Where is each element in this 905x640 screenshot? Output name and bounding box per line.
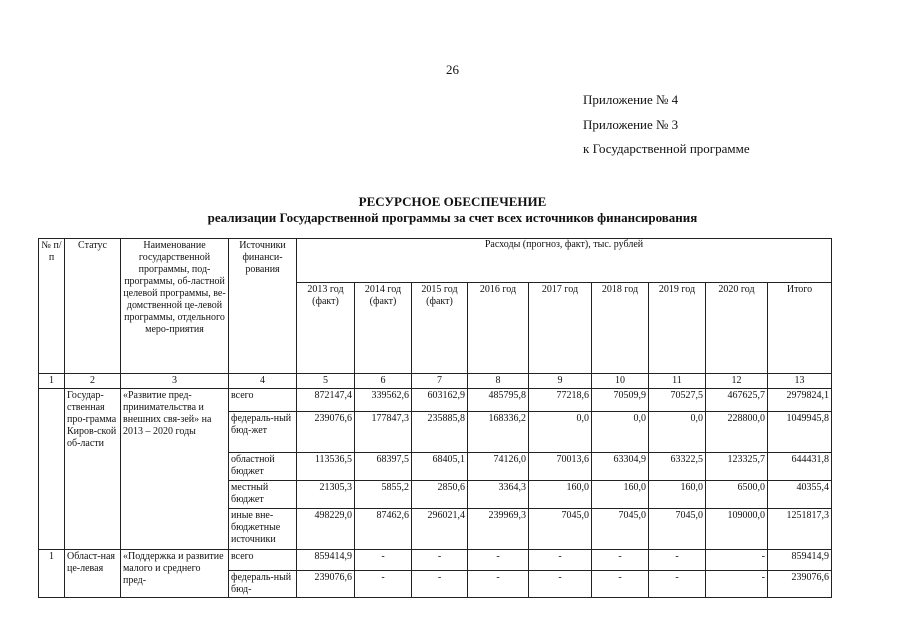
cell-value: 1049945,8 xyxy=(768,412,832,453)
cell-value: 859414,9 xyxy=(297,550,355,571)
column-number: 3 xyxy=(121,374,229,389)
cell-value: - xyxy=(529,550,592,571)
cell-value: 1251817,3 xyxy=(768,509,832,550)
cell-value: 2850,6 xyxy=(412,481,468,509)
cell-value: 123325,7 xyxy=(706,453,768,481)
header-num: № п/п xyxy=(39,239,65,374)
header-year-2020: 2020 год xyxy=(706,282,768,373)
cell-value: 339562,6 xyxy=(355,389,412,412)
header-source: Источники финанси-рования xyxy=(229,239,297,374)
row-name: «Развитие пред-принимательства и внешних свя-зей» на 2013 – 2020 годы xyxy=(121,389,229,550)
column-number: 5 xyxy=(297,374,355,389)
cell-value: 70527,5 xyxy=(649,389,706,412)
cell-value: - xyxy=(355,571,412,598)
appendix-line-1: Приложение № 4 xyxy=(583,92,679,107)
cell-value: 603162,9 xyxy=(412,389,468,412)
cell-value: - xyxy=(468,550,529,571)
table-row xyxy=(39,389,832,412)
header-year-2019: 2019 год xyxy=(649,282,706,373)
header-year-2018: 2018 год xyxy=(592,282,649,373)
cell-value: 113536,5 xyxy=(297,453,355,481)
row-source: всего xyxy=(229,389,297,412)
row-name: «Поддержка и развитие малого и среднего пред- xyxy=(121,550,229,598)
row-status: Государ-ственная про-грамма Киров-ской об-ласти xyxy=(65,389,121,550)
header-year-2017: 2017 год xyxy=(529,282,592,373)
column-number: 6 xyxy=(355,374,412,389)
cell-value: 109000,0 xyxy=(706,509,768,550)
cell-value: 485795,8 xyxy=(468,389,529,412)
cell-value: 6500,0 xyxy=(706,481,768,509)
appendix-line-3: к Государственной программе xyxy=(583,141,750,156)
header-expenses: Расходы (прогноз, факт), тыс. рублей xyxy=(297,239,832,283)
column-number: 9 xyxy=(529,374,592,389)
column-number: 4 xyxy=(229,374,297,389)
cell-value: 160,0 xyxy=(529,481,592,509)
header-status: Статус xyxy=(65,239,121,374)
cell-value: 63304,9 xyxy=(592,453,649,481)
row-source: местный бюджет xyxy=(229,481,297,509)
cell-value: 228800,0 xyxy=(706,412,768,453)
cell-value: - xyxy=(706,571,768,598)
cell-value: 498229,0 xyxy=(297,509,355,550)
cell-value: 68405,1 xyxy=(412,453,468,481)
row-source: всего xyxy=(229,550,297,571)
page-number: 26 xyxy=(446,62,459,77)
column-number: 13 xyxy=(768,374,832,389)
cell-value: - xyxy=(649,571,706,598)
row-num xyxy=(39,389,65,550)
cell-value: 63322,5 xyxy=(649,453,706,481)
table-row xyxy=(39,550,832,571)
cell-value: 21305,3 xyxy=(297,481,355,509)
cell-value: 235885,8 xyxy=(412,412,468,453)
column-number: 1 xyxy=(39,374,65,389)
row-status: Област-ная це-левая xyxy=(65,550,121,598)
cell-value: 859414,9 xyxy=(768,550,832,571)
cell-value: - xyxy=(649,550,706,571)
cell-value: 70509,9 xyxy=(592,389,649,412)
cell-value: 644431,8 xyxy=(768,453,832,481)
cell-value: 296021,4 xyxy=(412,509,468,550)
header-row-1 xyxy=(39,239,832,283)
cell-value: 7045,0 xyxy=(529,509,592,550)
row-num: 1 xyxy=(39,550,65,598)
column-number: 7 xyxy=(412,374,468,389)
cell-value: 168336,2 xyxy=(468,412,529,453)
cell-value: 872147,4 xyxy=(297,389,355,412)
cell-value: 160,0 xyxy=(592,481,649,509)
header-name: Наименование государственной программы, под-программы, об-ластной целевой программы, ве-домственной це-левой программы, отдельного меро-приятия xyxy=(121,239,229,374)
cell-value: 40355,4 xyxy=(768,481,832,509)
row-source: федераль-ный бюд- xyxy=(229,571,297,598)
cell-value: - xyxy=(412,571,468,598)
header-year-2016: 2016 год xyxy=(468,282,529,373)
cell-value: 239076,6 xyxy=(297,412,355,453)
cell-value: 87462,6 xyxy=(355,509,412,550)
cell-value: - xyxy=(529,571,592,598)
cell-value: - xyxy=(592,550,649,571)
column-number: 11 xyxy=(649,374,706,389)
cell-value: - xyxy=(468,571,529,598)
row-source: федераль-ный бюд-жет xyxy=(229,412,297,453)
cell-value: 7045,0 xyxy=(649,509,706,550)
cell-value: - xyxy=(412,550,468,571)
row-source: областной бюджет xyxy=(229,453,297,481)
cell-value: 2979824,1 xyxy=(768,389,832,412)
cell-value: 68397,5 xyxy=(355,453,412,481)
cell-value: 0,0 xyxy=(649,412,706,453)
cell-value: 74126,0 xyxy=(468,453,529,481)
column-number: 2 xyxy=(65,374,121,389)
row-source: иные вне-бюджетные источники xyxy=(229,509,297,550)
cell-value: 77218,6 xyxy=(529,389,592,412)
cell-value: 0,0 xyxy=(592,412,649,453)
cell-value: - xyxy=(706,550,768,571)
cell-value: 177847,3 xyxy=(355,412,412,453)
cell-value: 239076,6 xyxy=(297,571,355,598)
header-year-2015: 2015 год (факт) xyxy=(412,282,468,373)
resource-table xyxy=(38,238,832,598)
header-year-2014: 2014 год (факт) xyxy=(355,282,412,373)
title-sub: реализации Государственной программы за счет всех источников финансирования xyxy=(207,210,698,225)
header-year-2013: 2013 год (факт) xyxy=(297,282,355,373)
column-number-row xyxy=(39,374,832,389)
title-main: РЕСУРСНОЕ ОБЕСПЕЧЕНИЕ xyxy=(358,194,547,209)
cell-value: 160,0 xyxy=(649,481,706,509)
cell-value: - xyxy=(592,571,649,598)
column-number: 12 xyxy=(706,374,768,389)
header-total: Итого xyxy=(768,282,832,373)
cell-value: 7045,0 xyxy=(592,509,649,550)
cell-value: 70013,6 xyxy=(529,453,592,481)
cell-value: 467625,7 xyxy=(706,389,768,412)
cell-value: 5855,2 xyxy=(355,481,412,509)
document-title xyxy=(0,194,905,226)
cell-value: 239076,6 xyxy=(768,571,832,598)
cell-value: - xyxy=(355,550,412,571)
cell-value: 239969,3 xyxy=(468,509,529,550)
column-number: 10 xyxy=(592,374,649,389)
column-number: 8 xyxy=(468,374,529,389)
appendix-line-2: Приложение № 3 xyxy=(583,117,679,132)
cell-value: 0,0 xyxy=(529,412,592,453)
cell-value: 3364,3 xyxy=(468,481,529,509)
